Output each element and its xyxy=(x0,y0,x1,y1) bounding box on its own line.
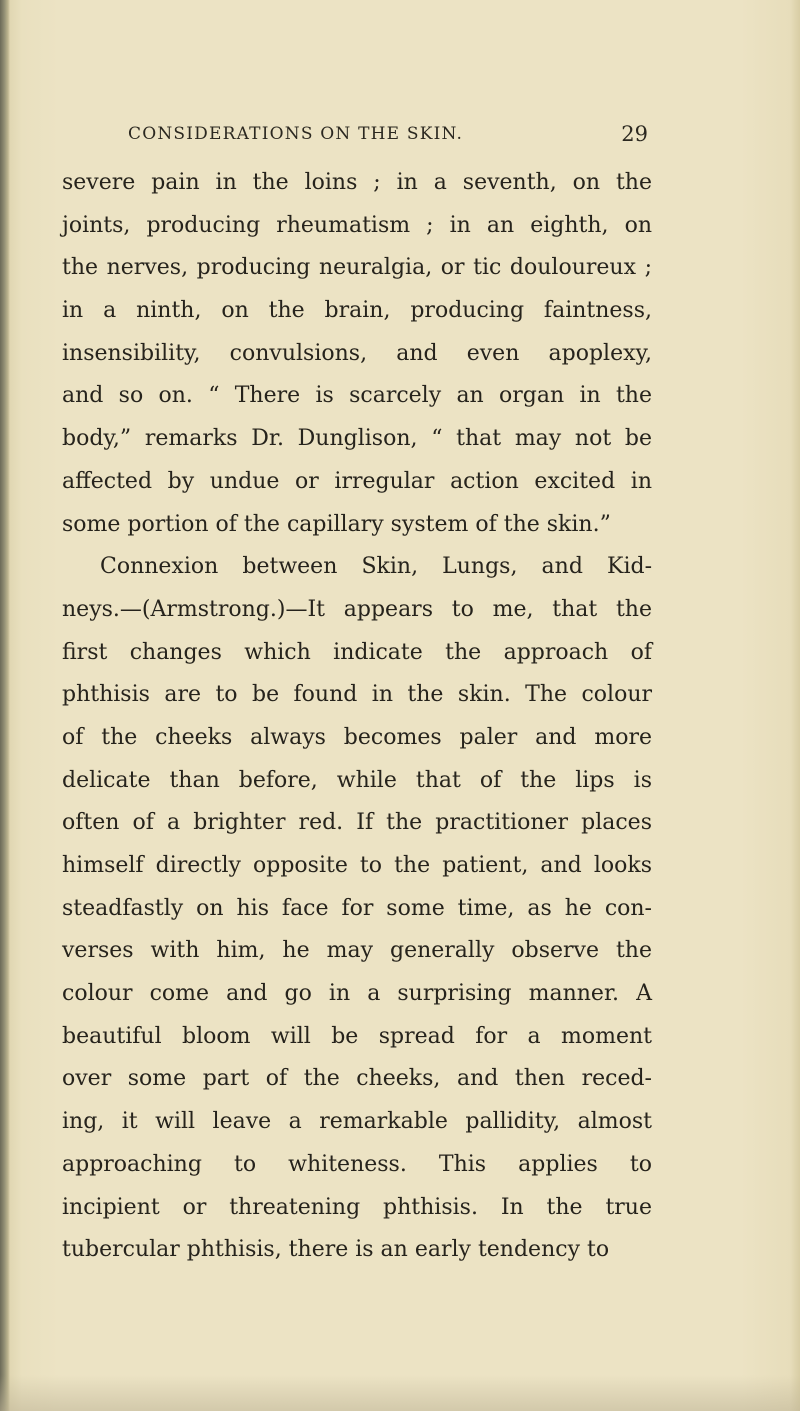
text-line: steadfastly on his face for some time, as he con- xyxy=(62,895,652,921)
text-line: and so on. “ There is scarcely an organ in the xyxy=(62,383,652,409)
running-title: CONSIDERATIONS ON THE SKIN. xyxy=(128,124,464,144)
text-line: some portion of the capillary system of the skin.” xyxy=(62,511,611,537)
text-line: delicate than before, while that of the lips is xyxy=(62,767,652,793)
text-line: body,” remarks Dr. Dunglison, “ that may not be xyxy=(62,426,652,452)
text-line: tubercular phthisis, there is an early tendency to xyxy=(62,1237,610,1263)
body-text xyxy=(62,162,652,1272)
text-line: in a ninth, on the brain, producing faintness, xyxy=(62,298,652,324)
text-line: colour come and go in a surprising manner. A xyxy=(62,981,652,1007)
text-line: incipient or threatening phthisis. In the true xyxy=(62,1194,652,1220)
text-line: first changes which indicate the approach of xyxy=(62,639,652,665)
text-line: severe pain in the loins ; in a seventh, on the xyxy=(62,170,652,195)
section-heading-line: Connexion between Skin, Lungs, and Kid- xyxy=(100,554,652,580)
page-number: 29 xyxy=(621,122,648,146)
text-line: over some part of the cheeks, and then reced- xyxy=(62,1066,652,1092)
text-line: beautiful bloom will be spread for a moment xyxy=(62,1023,652,1049)
text-line: phthisis are to be found in the skin. The colour xyxy=(62,682,652,708)
page-binding-edge xyxy=(0,0,10,1411)
text-line: verses with him, he may generally observe the xyxy=(62,938,652,964)
text-line: of the cheeks always becomes paler and more xyxy=(62,724,652,750)
text-line: often of a brighter red. If the practitioner places xyxy=(62,810,652,836)
page-bottom-shadow xyxy=(0,1375,800,1411)
text-line: neys.—(Armstrong.)—It appears to me, that the xyxy=(62,596,652,622)
text-line: joints, producing rheumatism ; in an eighth, on xyxy=(62,212,652,238)
running-head xyxy=(128,124,648,148)
text-line: ing, it will leave a remarkable pallidity, almost xyxy=(62,1109,652,1135)
text-line: insensibility, convulsions, and even apoplexy, xyxy=(62,340,652,366)
text-line: himself directly opposite to the patient, and looks xyxy=(62,853,652,878)
text-line: affected by undue or irregular action excited in xyxy=(62,468,652,494)
text-line: approaching to whiteness. This applies to xyxy=(62,1151,652,1177)
text-line: the nerves, producing neuralgia, or tic douloureux ; xyxy=(62,255,652,281)
